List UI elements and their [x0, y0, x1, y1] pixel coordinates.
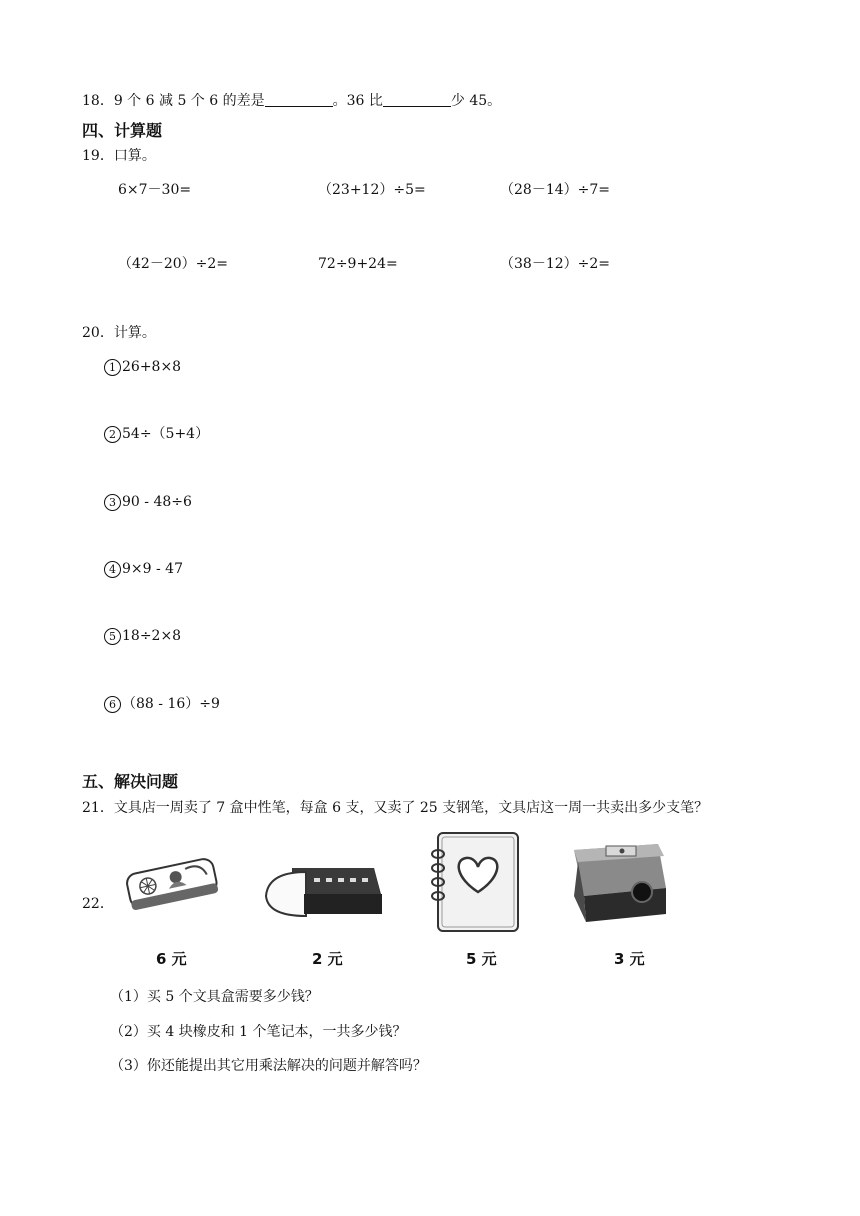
oral-calc-item: （23+12）÷5= [318, 182, 426, 198]
question-number: 22． [82, 896, 114, 912]
notebook-image [428, 830, 522, 934]
sub-question: （3）你还能提出其它用乘法解决的问题并解答吗？ [110, 1058, 427, 1074]
question-19-title [82, 147, 156, 165]
oral-calc-item: （42－20）÷2= [118, 256, 228, 272]
calc-item [104, 695, 220, 713]
question-number: 20． [82, 325, 114, 341]
eraser-image [262, 858, 386, 922]
price-label: 5 元 [466, 950, 497, 968]
question-number: 19． [82, 148, 114, 164]
section-title: 四、计算题 [82, 121, 163, 140]
calc-expression: 90 - 48÷6 [122, 494, 192, 510]
circled-number: 2 [104, 426, 121, 443]
answer-blank-2[interactable] [383, 92, 451, 107]
sub-question: （1）买 5 个文具盒需要多少钱？ [110, 989, 319, 1005]
question-text: 。36 比 [332, 93, 383, 109]
calc-expression: 9×9 - 47 [122, 561, 183, 577]
price-label: 6 元 [156, 950, 187, 968]
price-label: 3 元 [614, 950, 645, 968]
question-text: 计算。 [113, 325, 156, 341]
calc-item [104, 358, 181, 376]
pencil-case-image [122, 848, 222, 920]
question-18 [82, 92, 501, 110]
oral-calc-item: （38－12）÷2= [500, 256, 610, 272]
question-21 [82, 799, 708, 817]
calc-expression: 18÷2×8 [122, 628, 182, 644]
question-20-title [82, 324, 156, 342]
circled-number: 1 [104, 359, 121, 376]
calc-expression: （88 - 16）÷9 [122, 696, 220, 712]
circled-number: 5 [104, 628, 121, 645]
question-number: 21． [82, 800, 114, 816]
calc-item [104, 425, 209, 443]
question-text: 文具店一周卖了 7 盒中性笔，每盒 6 支，又卖了 25 支钢笔，文具店这一周一共卖出多少支笔？ [113, 800, 709, 816]
question-text: 口算。 [113, 148, 156, 164]
oral-calc-item: 6×7－30= [118, 182, 192, 198]
circled-number: 6 [104, 696, 121, 713]
question-text: 9 个 6 减 5 个 6 的差是 [113, 93, 265, 109]
calc-expression: 54÷（5+4） [122, 426, 210, 442]
answer-blank-1[interactable] [265, 92, 333, 107]
calc-item [104, 560, 183, 578]
sub-question: （2）买 4 块橡皮和 1 个笔记本，一共多少钱？ [110, 1024, 407, 1040]
calc-expression: 26+8×8 [122, 359, 182, 375]
sharpener-image [562, 836, 674, 928]
price-label: 2 元 [312, 950, 343, 968]
calc-item [104, 627, 181, 645]
calc-item [104, 493, 192, 511]
oral-calc-item: （28－14）÷7= [500, 182, 610, 198]
question-number: 18． [82, 93, 114, 109]
circled-number: 4 [104, 561, 121, 578]
oral-calc-item: 72÷9+24= [318, 256, 398, 272]
question-text: 少 45。 [450, 93, 502, 109]
circled-number: 3 [104, 494, 121, 511]
section-title: 五、解决问题 [82, 772, 179, 791]
